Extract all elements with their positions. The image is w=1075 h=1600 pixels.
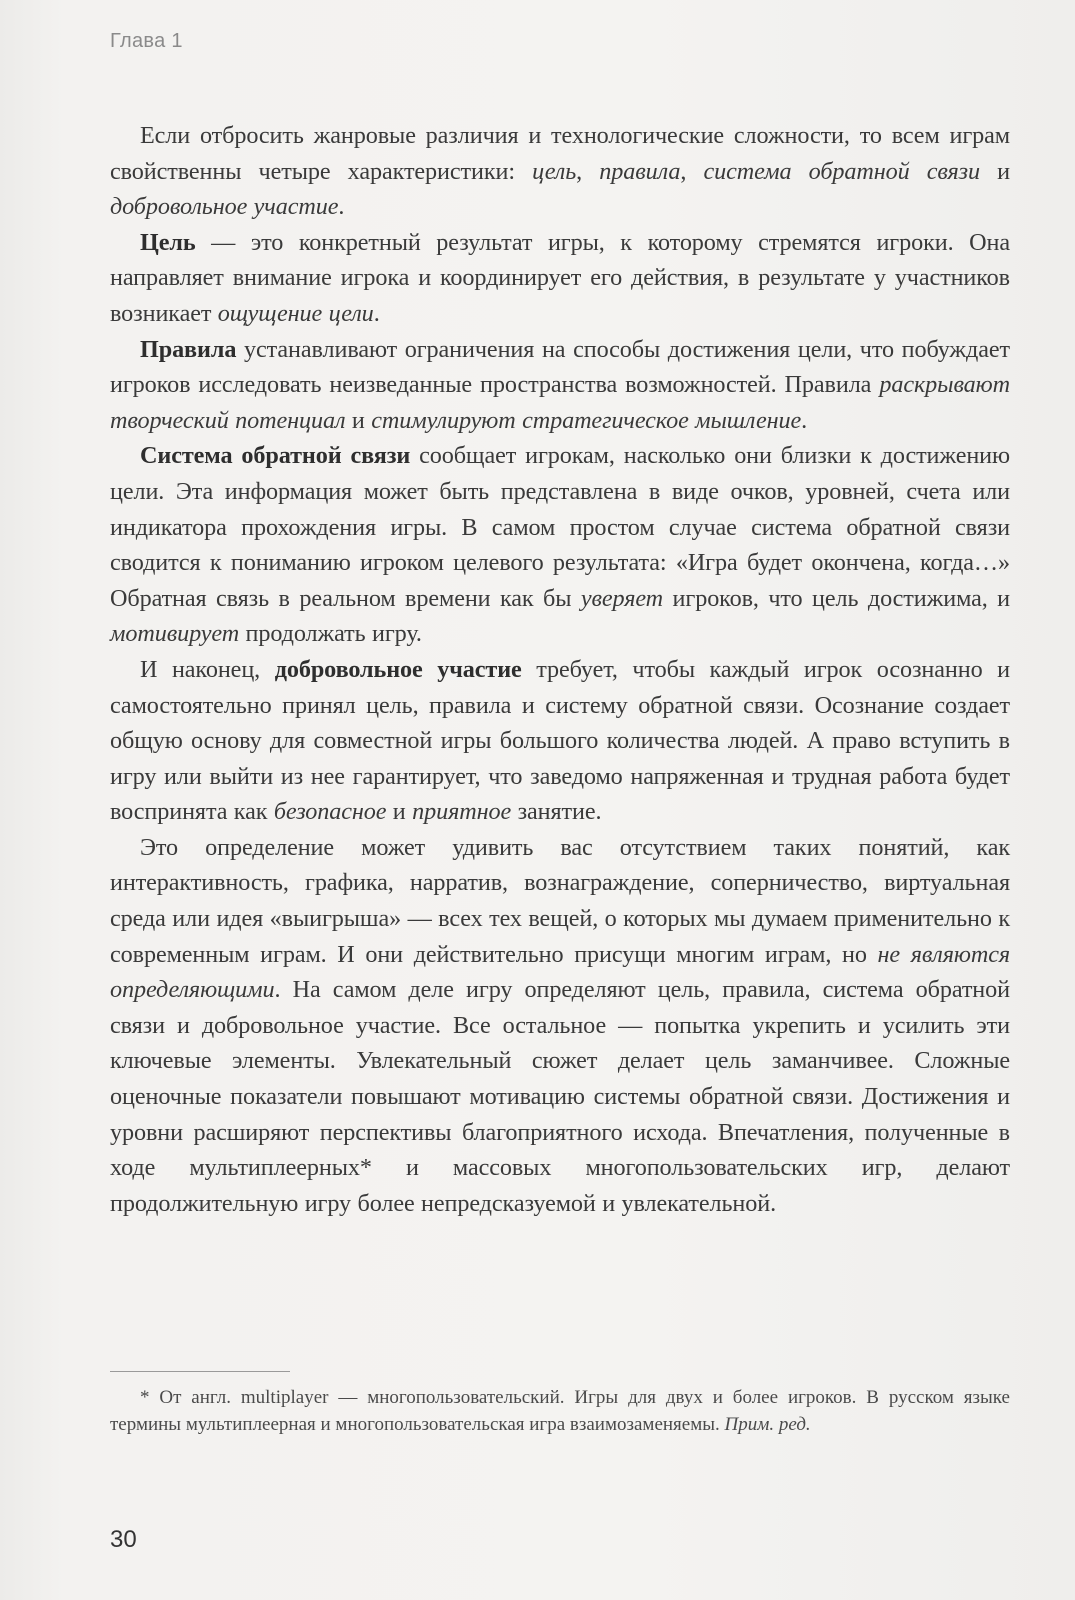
footnote-text [110,1384,1010,1438]
italic-text: приятное [412,798,512,826]
paragraph-rules [110,332,1010,439]
italic-text: добровольное участие [110,193,339,221]
text-run: , [576,157,600,185]
text-run: Если отбросить жанровые различия и технологические сложности, то всем играм свойственны четыре характеристики: [110,122,1010,185]
text-run: сообщает игрокам, насколько они близки к достижению цели. Эта информация может быть представлена в виде очков, уровней, счета или индикатора прохождения игры. В самом простом случае система обратной связи сводится к пониманию игроком целевого результата: «Игра будет окончена, когда…» Обратная связь в реальном времени как бы [110,442,1010,612]
text-run: требует, чтобы каждый игрок осознанно и самостоятельно принял цель, правила и систему обратной связи. Осознание создает общую основу для совместной игры большого количества людей. А право вступить в игру или выйти из нее гарантирует, что заведомо напряженная и трудная работа будет воспринята как [110,655,1011,826]
running-head: Глава 1 [110,30,183,52]
bold-term: добровольное участие [274,655,522,683]
italic-text: ощущение цели [217,299,374,327]
text-run: и [386,798,413,826]
italic-text: раскрывают творческий потенциал [110,371,1010,434]
italic-text: стимулируют стратегическое мышление [371,406,802,434]
text-run: * От англ. multiplayer — многопользовательский. Игры для двух и более игроков. В русском языке термины мультиплеерная и многопользовательская игра взаимозаменяемы. [110,1387,1010,1435]
text-run: — это конкретный результат игры, к которому стремятся игроки. Она направляет внимание игрока и координирует его действия, в результате у участников возникает [110,228,1010,327]
paragraph-goal [110,225,1010,332]
italic-text: мотивирует [110,620,240,648]
italic-text: система обратной связи [703,157,980,185]
text-run: , [680,157,704,185]
text-run: и [345,406,372,434]
text-run: Это определение может удивить вас отсутствием таких понятий, как интерактивность, графика, нарратив, вознаграждение, соперничество, виртуальная среда или идея «выигрыша» — всех тех вещей, о которых мы думаем применительно к современным играм. И они действительно присущи многим играм, но [110,833,1010,968]
text-run: продолжать игру. [239,620,422,648]
bold-term: Цель [140,228,196,256]
text-run: и [979,157,1010,185]
footnote-divider [110,1371,290,1372]
italic-text: цель [532,157,577,185]
italic-text: правила [599,157,681,185]
paragraph-goals-intro [110,118,1010,225]
italic-text: Прим. ред. [724,1414,811,1435]
text-run: . [338,193,345,221]
bold-term: Правила [140,335,237,363]
page-number: 30 [110,1526,137,1553]
italic-text: не являются [877,940,1010,968]
main-text [110,118,1010,1221]
footnote [110,1384,1010,1438]
text-run: занятие. [511,798,602,826]
text-run: . [801,406,808,434]
italic-text: уверяет [580,584,664,612]
italic-text: безопасное [273,798,387,826]
text-run: . На самом деле игру определяют цель, правила, система обратной связи и добровольное участие. Все остальное — попытка укрепить и усилить эти ключевые элементы. Увлекательный сюжет делает цель заманчивее. Сложные оценочные показатели повышают мотивацию системы обратной связи. Достижения и уровни расширяют перспективы благоприятного исхода. Впечатления, полученные в ходе мультиплеерных* и массовых многопользовательских игр, делают продолжительную игру более непредсказуемой и увлекательной. [110,976,1010,1217]
text-run: устанавливают ограничения на способы достижения цели, что побуждает игроков исследовать неизведанные пространства возможностей. Правила [110,335,1010,399]
text-run: И наконец, [140,655,275,683]
paragraph-definition [110,830,1010,1222]
bold-term: Система обратной связи [140,442,411,470]
text-run: . [373,299,380,327]
text-run: игроков, что цель достижима, и [663,584,1011,612]
paragraph-voluntary-participation [110,652,1010,830]
italic-text: определяющими [110,976,275,1004]
paragraph-feedback-system [110,438,1010,652]
